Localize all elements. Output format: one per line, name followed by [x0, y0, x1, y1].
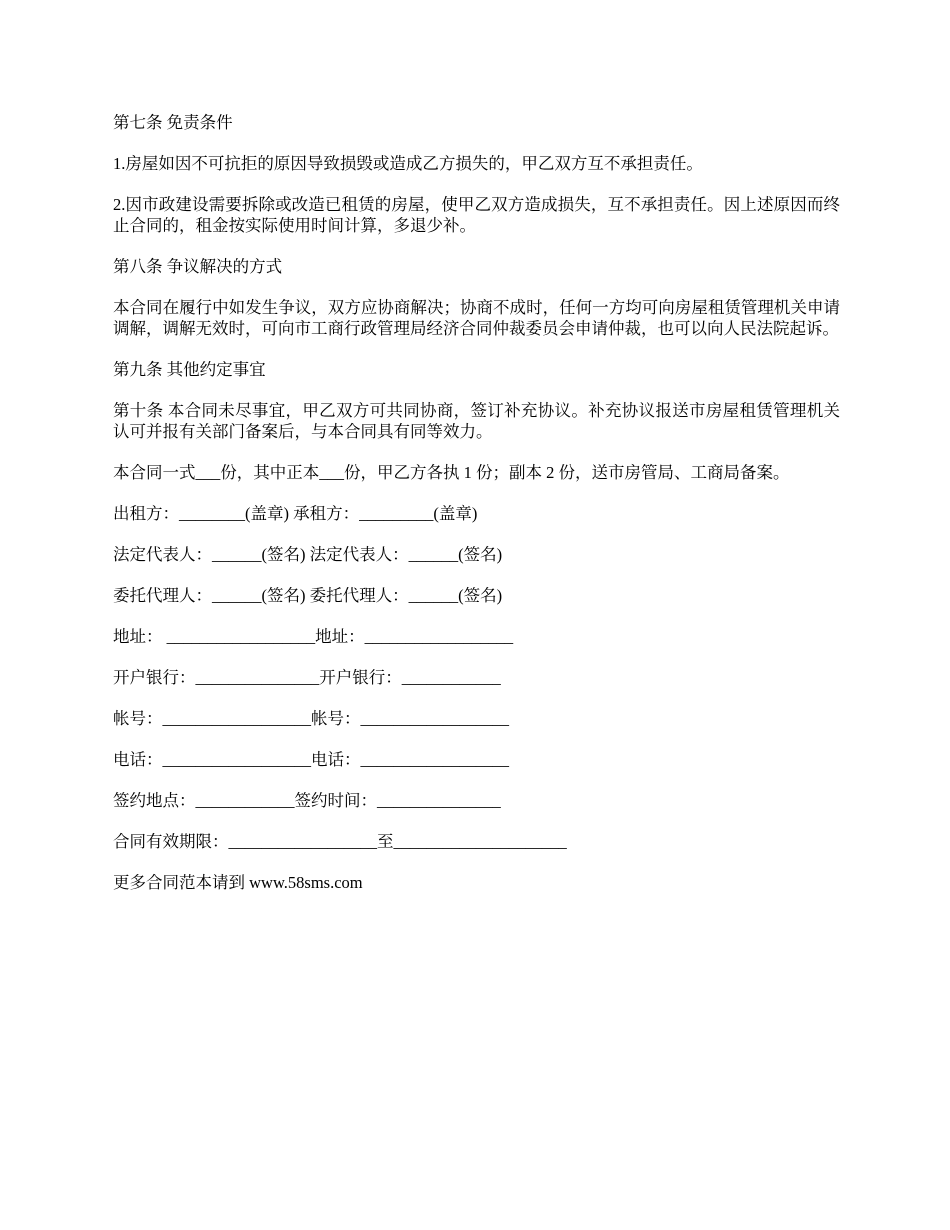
- account-line: 帐号：__________________帐号：__________________: [113, 709, 509, 728]
- signature-legal-representative: 法定代表人：______(签名) 法定代表人：______(签名): [113, 545, 503, 564]
- signature-parties: 出租方：________(盖章) 承租方：_________(盖章): [113, 504, 478, 523]
- article-7-clause-2: 2.因市政建设需要拆除或改造已租赁的房屋，使甲乙双方造成损失，互不承担责任。因上述原因而终止合同的，租金按实际使用时间计算，多退少补。: [113, 195, 840, 235]
- phone-line: 电话：__________________电话：__________________: [113, 750, 509, 769]
- signature-agent: 委托代理人：______(签名) 委托代理人：______(签名): [113, 586, 503, 605]
- article-7-clause-1: 1.房屋如因不可抗拒的原因导致损毁或造成乙方损失的，甲乙双方互不承担责任。: [113, 154, 703, 173]
- article-7-heading: 第七条 免责条件: [113, 113, 233, 132]
- article-10-body: 第十条 本合同未尽事宜，甲乙双方可共同协商，签订补充协议。补充协议报送市房屋租赁管理机关认可并报有关部门备案后，与本合同具有同等效力。: [113, 401, 840, 441]
- validity-period-line: 合同有效期限：__________________至_____________________: [113, 832, 567, 851]
- article-9-heading: 第九条 其他约定事宜: [113, 360, 266, 379]
- article-8-heading: 第八条 争议解决的方式: [113, 257, 283, 276]
- signing-place-time-line: 签约地点：____________签约时间：_______________: [113, 791, 501, 810]
- bank-line: 开户银行：_______________开户银行：____________: [113, 668, 501, 687]
- article-8-body: 本合同在履行中如发生争议，双方应协商解决；协商不成时，任何一方均可向房屋租赁管理机关申请调解，调解无效时，可向市工商行政管理局经济合同仲裁委员会申请仲裁，也可以向人民法院起诉。: [113, 298, 840, 338]
- document-page: [113, 112, 840, 913]
- footer-website-line: 更多合同范本请到 www.58sms.com: [113, 873, 363, 892]
- address-line: 地址： __________________地址：__________________: [113, 627, 514, 646]
- copies-clause: 本合同一式___份，其中正本___份，甲乙方各执 1 份；副本 2 份，送市房管局、工商局备案。: [113, 463, 790, 482]
